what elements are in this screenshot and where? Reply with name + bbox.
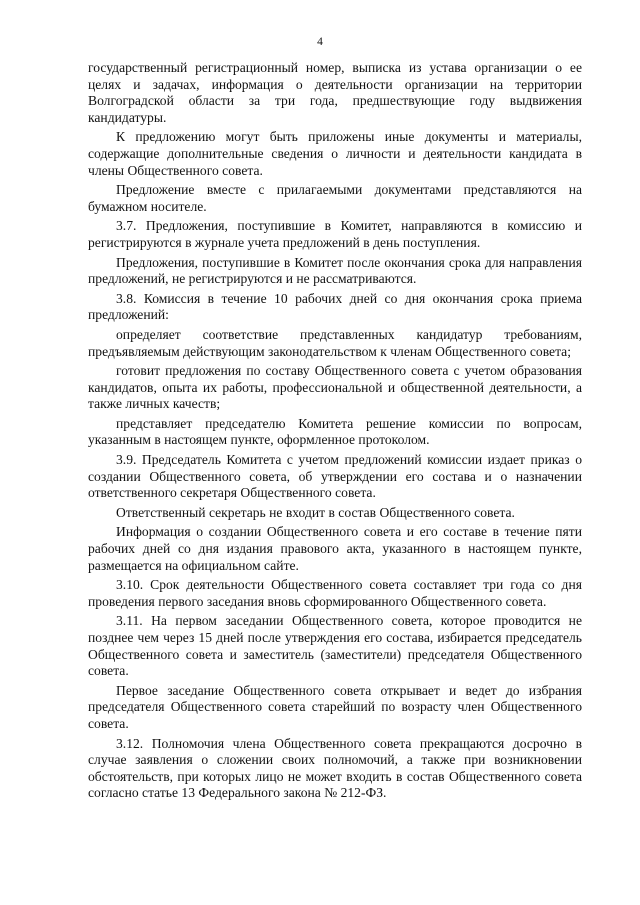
clause-3-8: 3.8. Комиссия в течение 10 рабочих дней со дня окончания срока приема предложений: [88,290,582,323]
clause-3-7: 3.7. Предложения, поступившие в Комитет, направляются в комиссию и регистрируются в журнале учета предложений в день поступления. [88,218,582,250]
clause-3-10: 3.10. Срок деятельности Общественного совета составляет три года со дня проведения первого заседания вновь сформированного Общественного совета. [88,577,582,609]
clause-3-9: 3.9. Председатель Комитета с учетом предложений комиссии издает приказ о создании Общественного совета, об утверждении его состава и о назначении ответственного секретаря Общественного совета. [88,452,582,501]
paragraph-late-proposals: Предложения, поступившие в Комитет после окончания срока для направления предложений, не регистрируются и не рассматриваются. [88,254,582,287]
clause-3-11: 3.11. На первом заседании Общественного совета, которое проводится не позднее чем через 15 дней после утверждения его состава, избирается председатель Общественного совета и заместитель (заместители) председателя Общественного совета. [88,613,582,679]
list-item-prepares: готовит предложения по составу Общественного совета с учетом образования кандидатов, опыта их работы, профессиональной и общественной деятельности, а также личных качеств; [88,363,582,412]
paragraph-first-meeting: Первое заседание Общественного совета открывает и ведет до избрания председателя Общественного совета старейший по возрасту член Общественного совета. [88,682,582,731]
page-number: 4 [317,36,323,48]
clause-3-12: 3.12. Полномочия члена Общественного совета прекращаются досрочно в случае заявления о сложении своих полномочий, а также при возникновении обстоятельств, при которых лицо не может входить в состав Общественного совета согласно статье 13 Федерального закона № 212-ФЗ. [88,735,582,801]
list-item-presents: представляет председателю Комитета решение комиссии по вопросам, указанным в настоящем пункте, оформленное протоколом. [88,415,582,448]
paragraph-attachments: К предложению могут быть приложены иные документы и материалы, содержащие дополнительные сведения о личности и деятельности кандидата в члены Общественного совета. [88,129,582,178]
paragraph-paper-format: Предложение вместе с прилагаемыми документами представляются на бумажном носителе. [88,182,582,214]
list-item-determines: определяет соответствие представленных кандидатур требованиям, предъявляемым действующим законодательством к членам Общественного совета; [88,326,582,359]
paragraph-continuation: государственный регистрационный номер, выписка из устава организации о ее целях и задачах, информация о деятельности организации на территории Волгоградской области за три года, предшествующие году выдвижения кандидатуры. [88,60,582,125]
document-body [88,60,582,805]
paragraph-secretary: Ответственный секретарь не входит в состав Общественного совета. [116,504,515,520]
paragraph-publication: Информация о создании Общественного совета и его составе в течение пяти рабочих дней со дня издания правового акта, указанного в настоящем пункте, размещается на официальном сайте. [88,524,582,573]
